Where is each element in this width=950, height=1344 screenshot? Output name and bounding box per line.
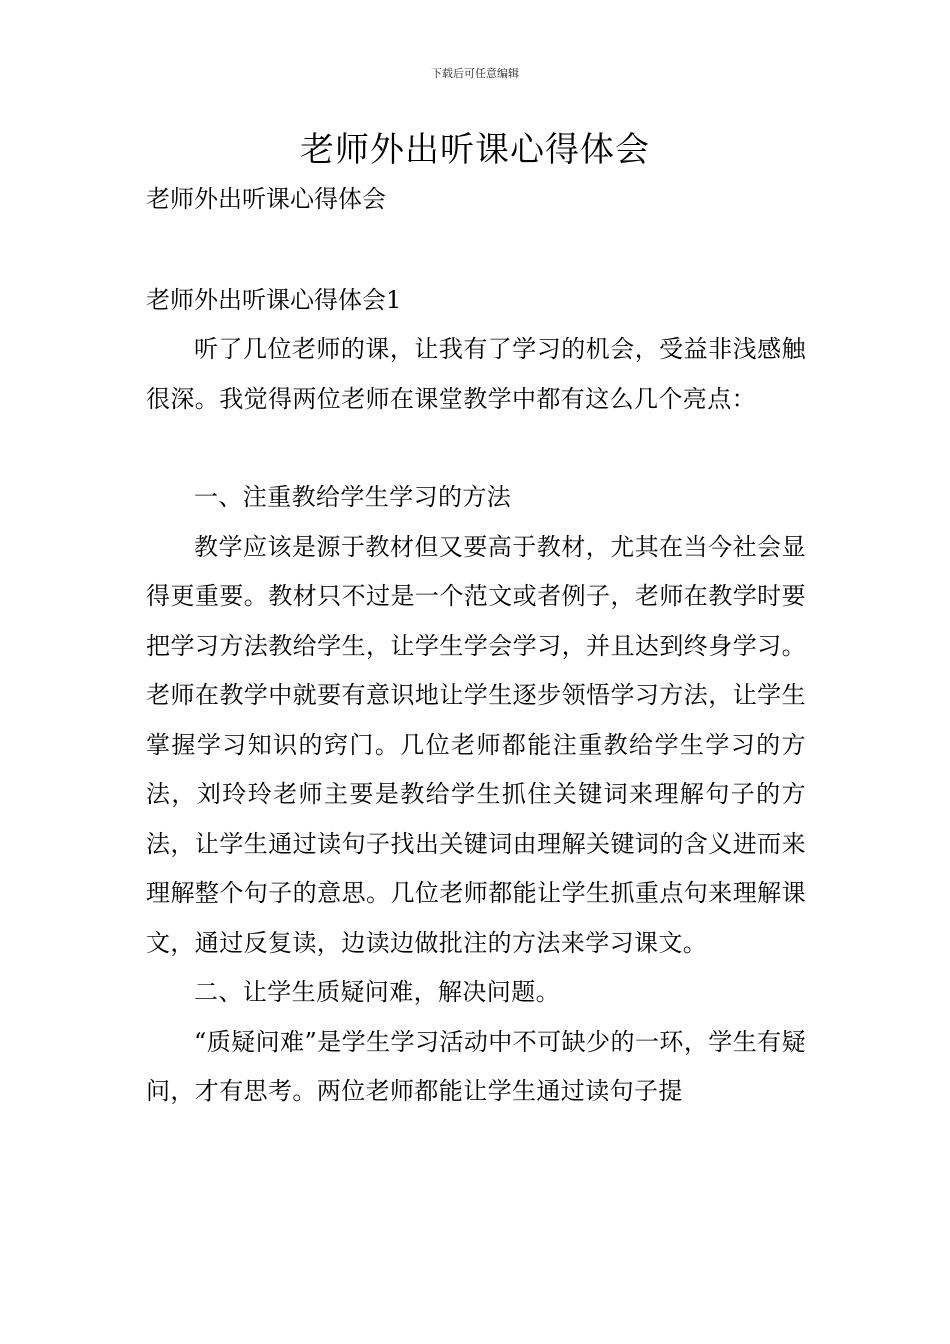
paragraph-point-one: 教学应该是源于教材但又要高于教材，尤其在当今社会显得更重要。教材只不过是一个范文或者例子，老师在教学时要把学习方法教给学生，让学生学会学习，并且达到终身学习。老师在教学中就要有意识地让学生逐步领悟学习方法，让学生掌握学习知识的窍门。几位老师都能注重教给学生学习的方法，刘玲玲老师主要是教给学生抓住关键词来理解句子的方法，让学生通过读句子找出关键词由理解关键词的含义进而来理解整个句子的意思。几位老师都能让学生抓重点句来理解课文，通过反复读，边读边做批注的方法来学习课文。 — [146, 532, 806, 957]
document-subtitle: 老师外出听课心得体会 — [146, 185, 386, 213]
paragraph-spacer — [146, 424, 806, 473]
point-one-heading: 一、注重教给学生学习的方法 — [194, 483, 512, 511]
download-note: 下载后可任意编辑 — [431, 67, 519, 80]
paragraph-point-two: “质疑问难”是学生学习活动中不可缺少的一环，学生有疑问，才有思考。两位老师都能让学生通过读句子提 — [146, 1027, 806, 1105]
point-two-heading: 二、让学生质疑问难，解决问题。 — [194, 978, 560, 1006]
section-heading: 老师外出听课心得体会1 — [146, 286, 402, 314]
document-title: 老师外出听课心得体会 — [300, 130, 650, 170]
paragraph-intro: 听了几位老师的课，让我有了学习的机会，受益非浅感触很深。我觉得两位老师在课堂教学中都有这么几个亮点： — [146, 335, 806, 413]
document-body — [146, 325, 806, 1117]
